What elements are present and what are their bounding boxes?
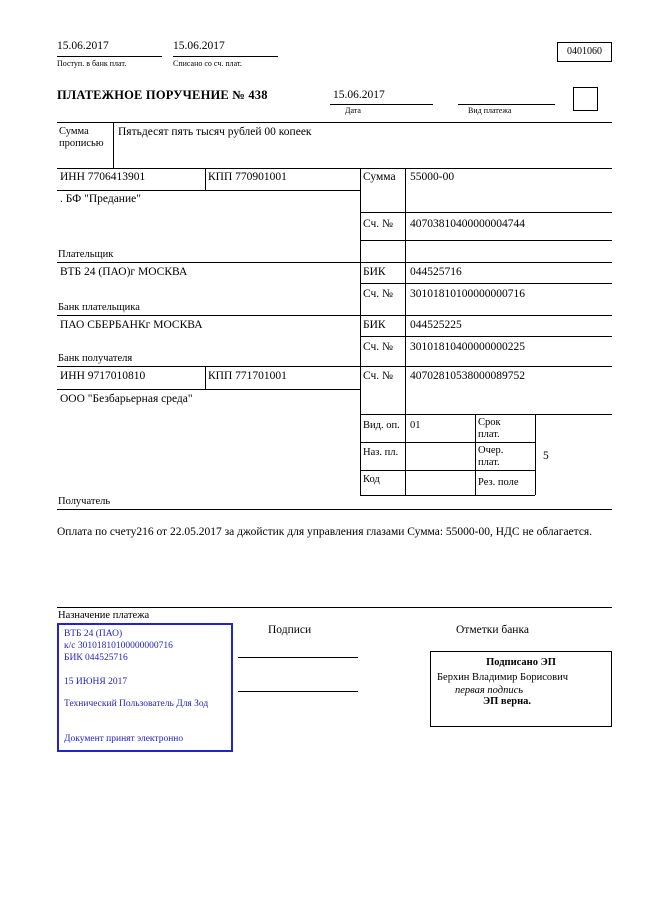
table-border: [57, 389, 360, 390]
payer-bank-section-label: Банк плательщика: [58, 302, 140, 313]
table-border: [405, 168, 406, 495]
divider-line: [57, 607, 612, 608]
stamp-status: Документ принят электронно: [64, 734, 184, 744]
table-border: [57, 262, 612, 263]
table-border: [205, 168, 206, 190]
table-border: [57, 509, 612, 510]
signatures-label: Подписи: [268, 624, 312, 636]
table-border: [360, 414, 612, 415]
payee-bank-account-value: 30101810400000000225: [410, 341, 525, 353]
date-debited-label: Списано со сч. плат.: [173, 59, 242, 68]
signature-line: [238, 691, 358, 692]
e-signature-kind: первая подпись: [455, 685, 524, 696]
table-border: [360, 495, 535, 496]
table-border: [205, 366, 206, 389]
table-border: [57, 168, 612, 169]
document-date-label: Дата: [345, 106, 361, 115]
stamp-user: Технический Пользователь Для Зод: [64, 699, 209, 709]
payee-bank-bik-label: БИК: [363, 319, 386, 331]
payee-bank-name: ПАО СБЕРБАНКг МОСКВА: [60, 319, 203, 331]
e-signature-title: Подписано ЭП: [486, 657, 556, 668]
payment-kind-box: [573, 87, 598, 111]
payee-kpp: КПП 771701001: [208, 370, 287, 382]
rez-pole-label: Рез. поле: [478, 477, 519, 488]
payer-account-label: Сч. №: [363, 218, 394, 230]
e-signature-stamp: [430, 651, 612, 727]
document-date-value: 15.06.2017: [333, 89, 385, 101]
document-title: ПЛАТЕЖНОЕ ПОРУЧЕНИЕ № 438: [57, 88, 268, 102]
kod-label: Код: [363, 474, 380, 485]
purpose-section-label: Назначение платежа: [58, 610, 150, 621]
payee-bank-bik-value: 044525225: [410, 319, 462, 331]
divider-line: [458, 104, 555, 105]
payee-bank-section-label: Банк получателя: [58, 353, 133, 364]
table-border: [360, 240, 612, 241]
table-border: [360, 168, 361, 495]
payee-inn: ИНН 9717010810: [60, 370, 146, 382]
table-border: [57, 190, 360, 191]
table-border: [475, 414, 476, 495]
payer-name: . БФ "Предание": [60, 193, 141, 205]
table-border: [57, 366, 612, 367]
date-debited-value: 15.06.2017: [173, 40, 225, 52]
vid-op-value: 01: [410, 420, 421, 431]
payer-section-label: Плательщик: [58, 249, 114, 260]
table-border: [360, 470, 535, 471]
stamp-bik: БИК 044525716: [64, 653, 128, 663]
table-border: [57, 315, 612, 316]
payer-bank-account-label: Сч. №: [363, 288, 394, 300]
e-signature-verdict: ЭП верна.: [483, 696, 532, 707]
date-received-label: Поступ. в банк плат.: [57, 59, 127, 68]
table-border: [360, 283, 612, 284]
payee-section-label: Получатель: [58, 496, 111, 507]
table-border: [535, 414, 536, 495]
ocher-plat-label: Очер. плат.: [478, 445, 504, 468]
stamp-bank-name: ВТБ 24 (ПАО): [64, 629, 123, 639]
table-border: [113, 122, 114, 168]
e-signature-signer: Берхин Владимир Борисович: [437, 672, 568, 683]
table-border: [360, 336, 612, 337]
payer-bank-name: ВТБ 24 (ПАО)г МОСКВА: [60, 266, 188, 278]
signature-line: [238, 657, 358, 658]
table-border: [360, 442, 535, 443]
table-border: [57, 122, 612, 123]
payer-account-value: 40703810400000004744: [410, 218, 525, 230]
divider-line: [330, 104, 433, 105]
payer-bank-account-value: 30101810100000000716: [410, 288, 525, 300]
payee-account-value: 40702810538000089752: [410, 370, 525, 382]
table-border: [360, 212, 612, 213]
amount-value: 55000-00: [410, 171, 455, 183]
form-code-box: 0401060: [557, 42, 612, 62]
amount-label: Сумма: [363, 171, 396, 183]
payer-bank-bik-value: 044525716: [410, 266, 462, 278]
purpose-text: Оплата по счету216 от 22.05.2017 за джойстик для управления глазами Сумма: 55000-00, НДС не облагается.: [57, 526, 593, 538]
payer-kpp: КПП 770901001: [208, 171, 287, 183]
amount-words-label: Сумма прописью: [59, 126, 104, 149]
payee-bank-account-label: Сч. №: [363, 341, 394, 353]
payer-inn: ИНН 7706413901: [60, 171, 146, 183]
payer-bank-bik-label: БИК: [363, 266, 386, 278]
divider-line: [173, 56, 278, 57]
ocher-plat-value: 5: [543, 450, 549, 462]
payment-kind-label: Вид платежа: [468, 106, 512, 115]
date-received-value: 15.06.2017: [57, 40, 109, 52]
naz-pl-label: Наз. пл.: [363, 447, 399, 458]
payee-name: ООО "Безбарьерная среда": [60, 393, 193, 405]
payee-account-label: Сч. №: [363, 370, 394, 382]
bank-marks-label: Отметки банка: [456, 624, 529, 636]
divider-line: [57, 56, 162, 57]
amount-words-value: Пятьдесят пять тысяч рублей 00 копеек: [118, 126, 312, 138]
stamp-corr-account: к/с 30101810100000000716: [64, 641, 173, 651]
stamp-date: 15 ИЮНЯ 2017: [64, 677, 128, 687]
vid-op-label: Вид. оп.: [363, 420, 400, 431]
bank-acceptance-stamp: [57, 623, 233, 752]
srok-plat-label: Срок плат.: [478, 417, 501, 440]
